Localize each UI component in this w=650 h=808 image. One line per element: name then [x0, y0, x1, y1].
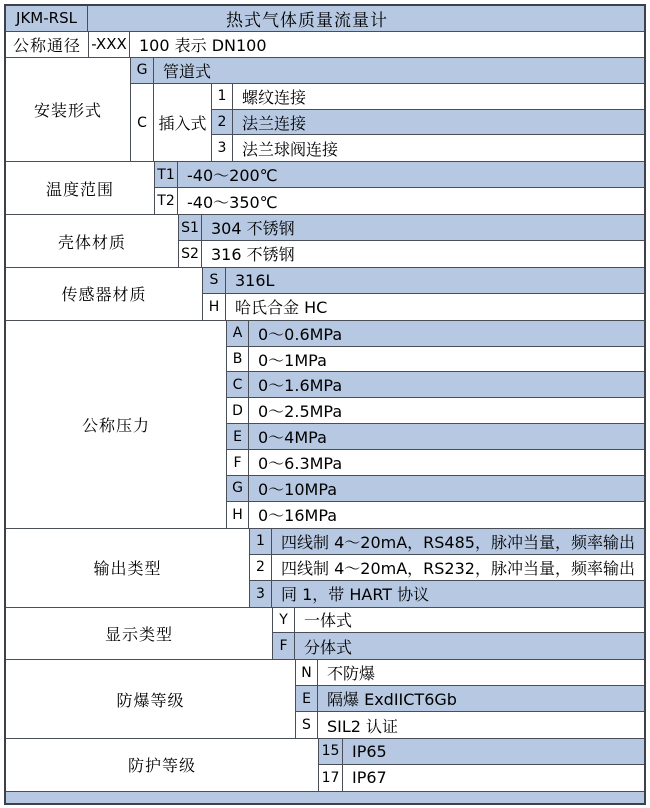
section-protection [6, 739, 644, 792]
section-diameter [6, 32, 644, 58]
option-row [202, 268, 644, 294]
option-code: 17 [318, 765, 343, 791]
option-desc: IP65 [343, 739, 644, 764]
option-desc: 法兰球阀连接 [242, 139, 339, 159]
section-label-temperature: 温度范围 [45, 179, 114, 199]
option-code: N [295, 660, 318, 685]
section-temperature [6, 162, 644, 215]
option-desc: 0～4MPa [249, 424, 644, 449]
option-row [178, 215, 644, 241]
section-label-diameter: 公称通径 [12, 35, 81, 55]
option-code: G [130, 58, 154, 83]
option-desc: 316L [226, 268, 644, 293]
option-row [212, 110, 644, 136]
section-output [6, 529, 644, 608]
model-code-cell: JKM-RSL [6, 6, 88, 31]
option-desc: 0～10MPa [249, 476, 644, 501]
option-desc: 四线制 4～20mA，RS485，脉冲当量，频率输出 [272, 529, 644, 554]
option-desc: SIL2 认证 [327, 716, 399, 736]
option-desc: 0～16MPa [258, 506, 338, 526]
option-code: C [130, 84, 154, 162]
option-desc: -40～200℃ [178, 162, 644, 187]
option-row [226, 450, 644, 476]
option-row [318, 765, 644, 791]
option-row [178, 241, 644, 267]
option-row [295, 712, 644, 738]
option-desc: 304 不锈钢 [202, 215, 644, 240]
option-desc: -40～350℃ [187, 192, 278, 212]
option-desc: 四线制 4～20mA，RS232，脉冲当量，频率输出 [281, 558, 635, 578]
option-code: 1 [212, 84, 233, 109]
option-code: S [295, 712, 318, 738]
section-sensor [6, 268, 644, 321]
option-desc: 隔爆 ExdIICT6Gb [318, 686, 644, 711]
option-row [154, 162, 644, 188]
option-code: 1 [249, 529, 272, 554]
option-desc: 0～2.5MPa [258, 402, 343, 422]
header-row [6, 6, 644, 32]
option-desc: 螺纹连接 [242, 87, 307, 107]
option-row [154, 188, 644, 214]
option-desc: 不防爆 [327, 664, 376, 684]
section-label-display: 显示类型 [104, 624, 173, 644]
option-desc: IP67 [352, 768, 387, 788]
option-row [202, 294, 644, 320]
section-label-protection: 防护等级 [127, 756, 196, 776]
option-code: F [272, 633, 295, 659]
option-code: H [202, 294, 226, 320]
option-row [226, 347, 644, 373]
option-code: A [226, 321, 249, 346]
option-row [295, 686, 644, 712]
section-install [6, 58, 644, 163]
option-row [249, 581, 644, 607]
option-code: -XXX [88, 32, 130, 57]
option-code: F [226, 450, 249, 475]
insert-type-name: 插入式 [154, 84, 212, 162]
option-row [318, 739, 644, 765]
model-selection-table [4, 4, 646, 805]
section-shell [6, 215, 644, 268]
option-row [226, 372, 644, 398]
option-desc: 0～1.6MPa [249, 372, 644, 397]
option-row [226, 398, 644, 424]
option-row [212, 135, 644, 161]
option-desc: 一体式 [304, 611, 353, 631]
option-code: E [226, 424, 249, 449]
option-code: 3 [249, 581, 272, 607]
option-code: T1 [154, 162, 178, 187]
option-desc: 100 表示 DN100 [139, 35, 267, 55]
table-title: 热式气体质量流量计 [88, 6, 644, 31]
option-code: G [226, 476, 249, 501]
option-desc: 316 不锈钢 [211, 245, 295, 265]
option-code: S1 [178, 215, 202, 240]
option-desc: 同 1，带 HART 协议 [272, 581, 644, 607]
option-desc: 0～6.3MPa [258, 454, 343, 474]
section-label-pressure: 公称压力 [81, 415, 150, 435]
cutoff-row-strip [6, 792, 644, 803]
option-code: S [202, 268, 226, 293]
section-pressure [6, 321, 644, 529]
section-label-output: 输出类型 [93, 559, 162, 579]
option-desc: 0～0.6MPa [249, 321, 644, 346]
option-row [226, 424, 644, 450]
option-code: 2 [249, 555, 272, 580]
option-row [249, 555, 644, 581]
option-desc: 0～1MPa [258, 350, 327, 370]
option-desc: 哈氏合金 HC [235, 298, 328, 318]
option-code: Y [272, 608, 295, 633]
option-code: S2 [178, 241, 202, 267]
option-code: B [226, 347, 249, 372]
section-label-shell: 壳体材质 [57, 232, 126, 252]
option-code: 2 [212, 110, 233, 135]
option-code: 15 [318, 739, 343, 764]
section-label-explosion: 防爆等级 [116, 690, 185, 710]
option-row [295, 660, 644, 686]
option-row [249, 529, 644, 555]
option-row [272, 633, 644, 659]
insert-type-group [130, 84, 644, 162]
option-code: H [226, 502, 249, 528]
option-row [226, 502, 644, 528]
option-code: E [295, 686, 318, 711]
option-desc: 法兰连接 [233, 110, 644, 135]
option-desc: 分体式 [295, 633, 644, 659]
section-label-sensor: 传感器材质 [61, 285, 147, 305]
option-row [212, 84, 644, 110]
option-code: 3 [212, 135, 233, 161]
option-desc: 管道式 [154, 58, 644, 83]
option-code: D [226, 398, 249, 423]
section-label-install: 安装形式 [33, 101, 102, 121]
option-code: C [226, 372, 249, 397]
section-explosion [6, 660, 644, 739]
option-row [226, 321, 644, 347]
option-row [272, 608, 644, 634]
section-display [6, 608, 644, 661]
option-code: T2 [154, 188, 178, 214]
option-row [130, 58, 644, 84]
option-row [226, 476, 644, 502]
